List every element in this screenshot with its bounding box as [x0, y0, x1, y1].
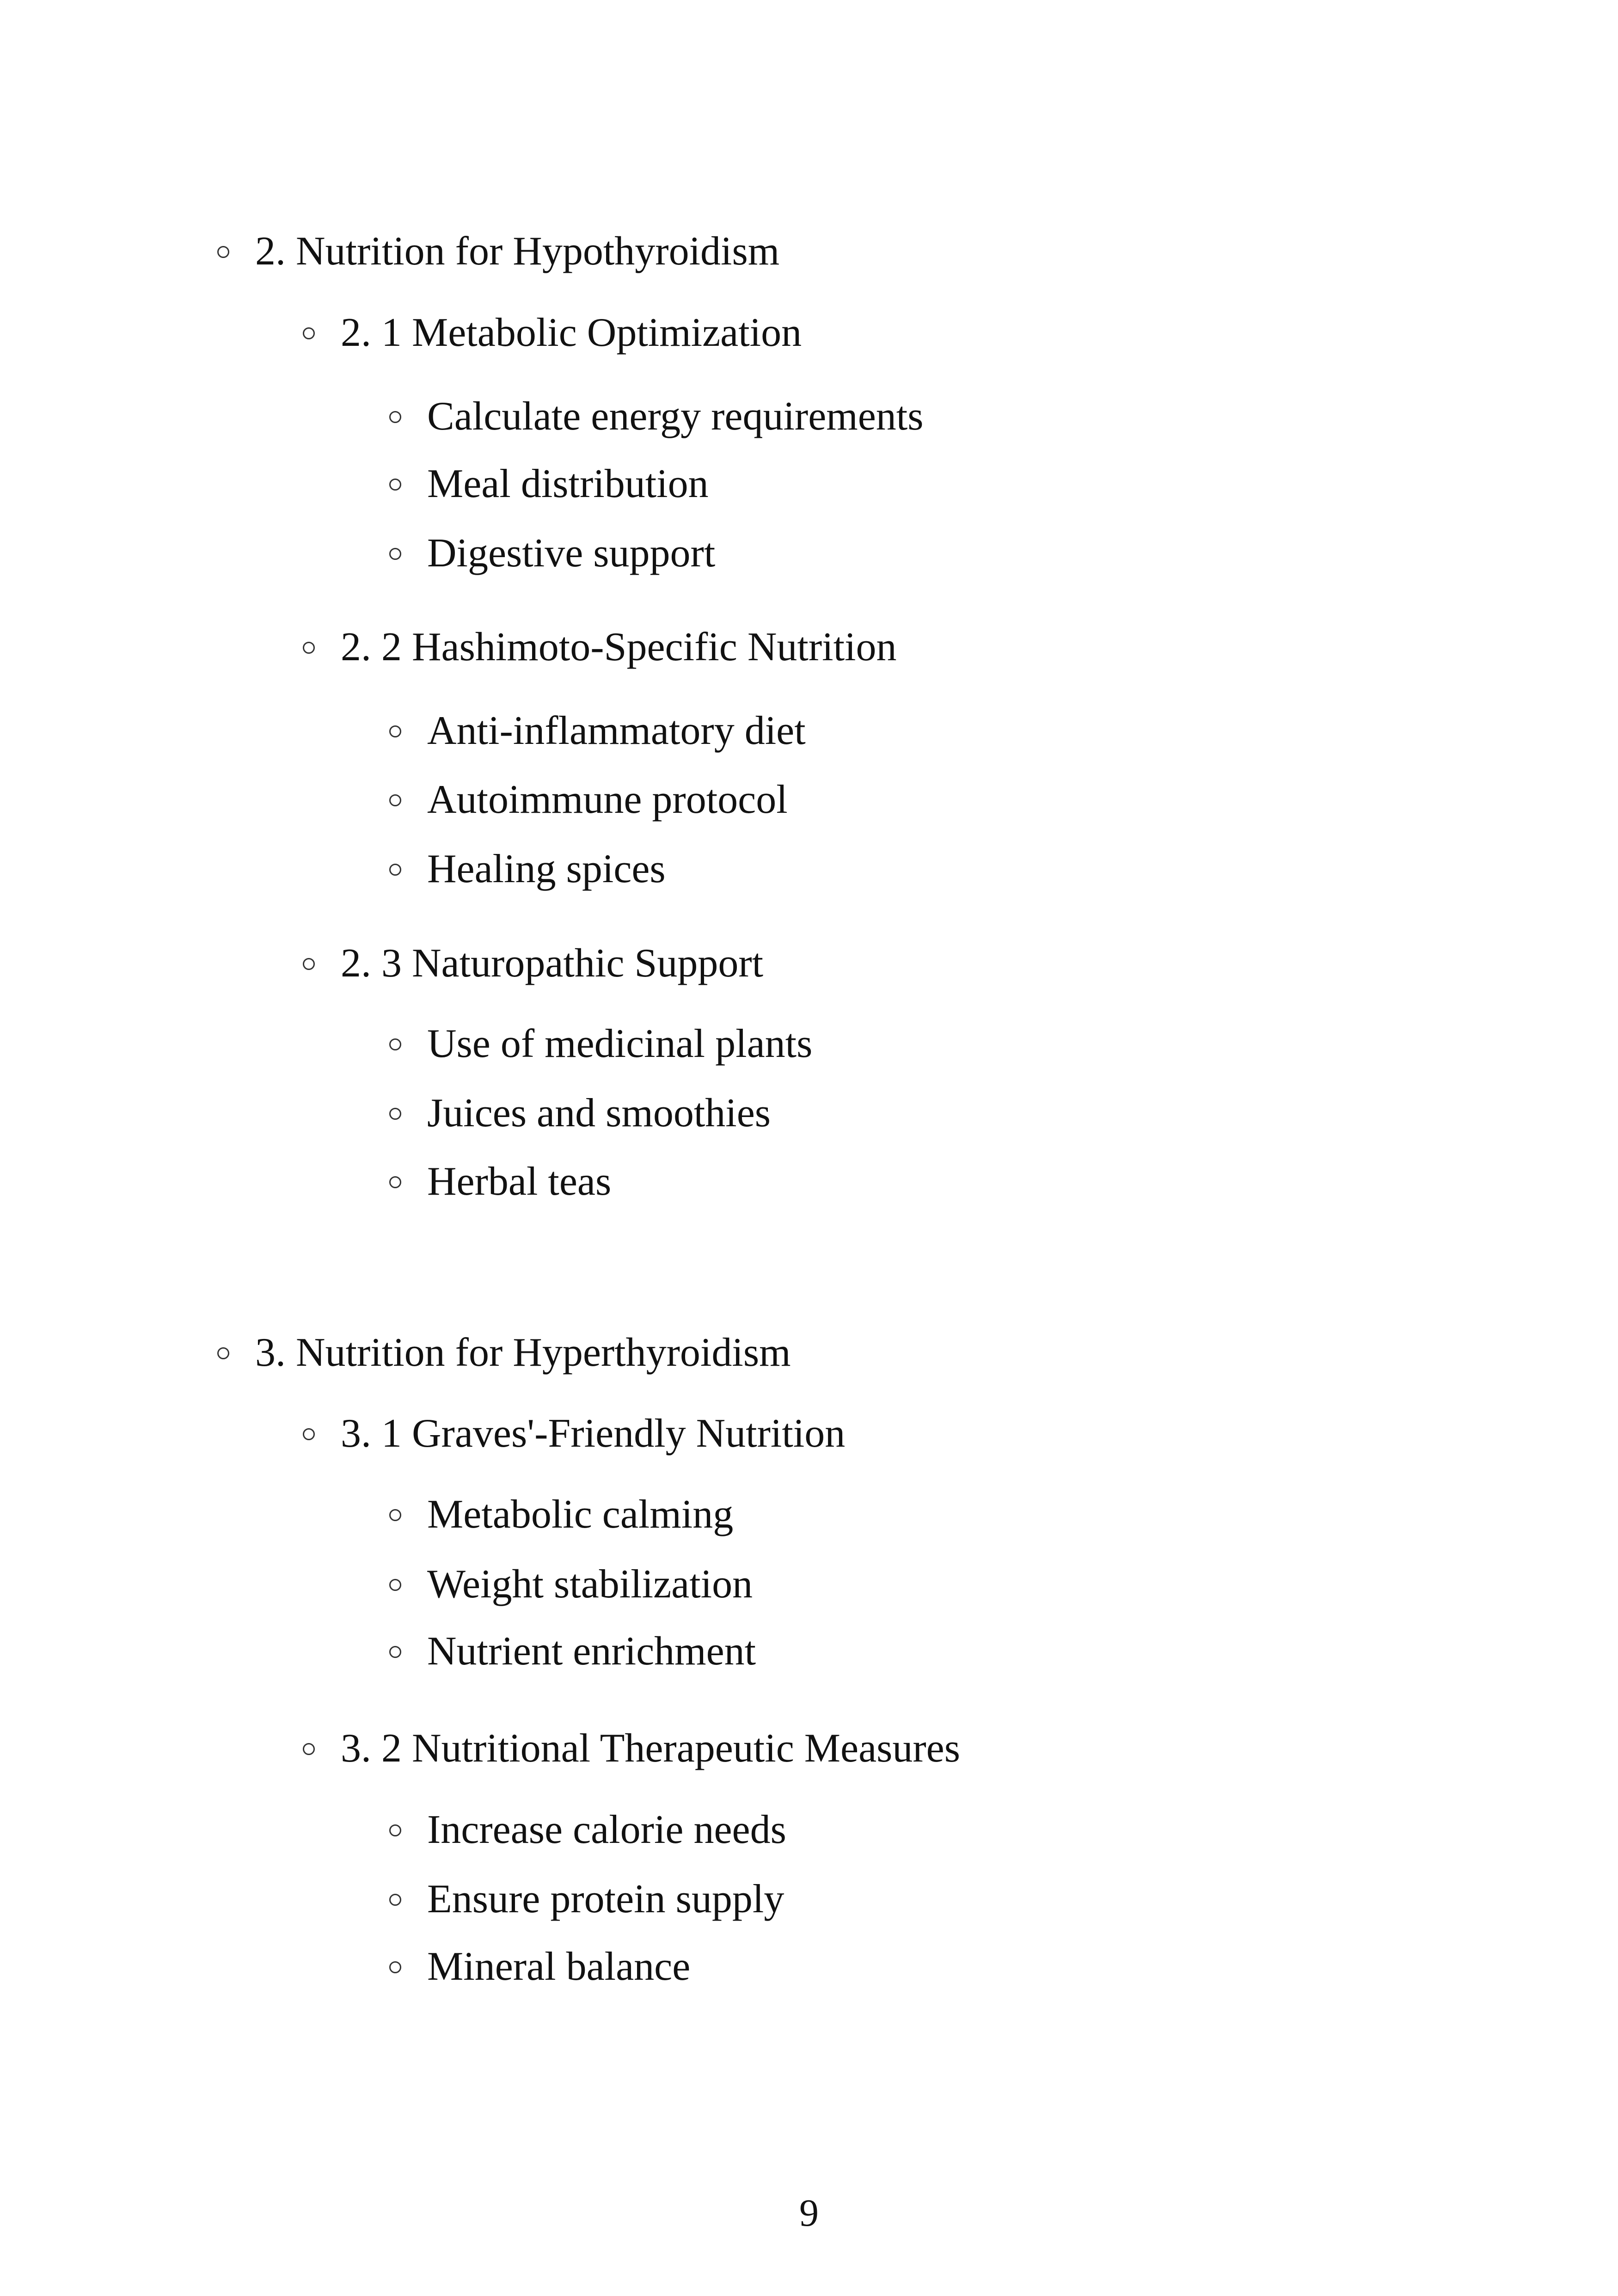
list-item-label: Mineral balance — [427, 1944, 691, 1989]
subsection-heading: 2. 2 Hashimoto-Specific Nutrition — [341, 625, 897, 669]
circle-bullet-icon — [389, 1038, 401, 1050]
circle-bullet-icon — [389, 1961, 401, 1973]
list-item-label: Weight stabilization — [427, 1562, 753, 1607]
list-item-label: Calculate energy requirements — [427, 394, 924, 439]
list-item-label: Increase calorie needs — [427, 1807, 786, 1852]
list-item-label: Juices and smoothies — [427, 1091, 771, 1136]
circle-bullet-icon — [389, 1894, 401, 1906]
circle-bullet-icon — [389, 864, 401, 876]
list-item-label: Meal distribution — [427, 461, 709, 506]
subsection-heading: 2. 3 Naturopathic Support — [341, 941, 764, 986]
list-item-label: Autoimmune protocol — [427, 777, 788, 822]
circle-bullet-icon — [389, 1509, 401, 1521]
list-item-label: Digestive support — [427, 531, 716, 576]
circle-bullet-icon — [303, 1743, 315, 1755]
circle-bullet-icon — [217, 1347, 229, 1359]
circle-bullet-icon — [389, 1824, 401, 1836]
subsection-heading: 3. 2 Nutritional Therapeutic Measures — [341, 1726, 960, 1771]
list-item-label: Ensure protein supply — [427, 1877, 784, 1922]
subsection-heading: 3. 1 Graves'-Friendly Nutrition — [341, 1411, 846, 1456]
list-item-label: Healing spices — [427, 847, 666, 891]
circle-bullet-icon — [303, 642, 315, 654]
list-item-label: Herbal teas — [427, 1159, 612, 1204]
circle-bullet-icon — [389, 725, 401, 737]
subsection-heading: 2. 1 Metabolic Optimization — [341, 310, 802, 355]
page-number: 9 — [799, 2192, 819, 2235]
list-item-label: Use of medicinal plants — [427, 1021, 813, 1066]
circle-bullet-icon — [389, 411, 401, 423]
list-item-label: Anti-inflammatory diet — [427, 708, 806, 753]
section-heading: 3. Nutrition for Hyperthyroidism — [255, 1330, 791, 1375]
circle-bullet-icon — [303, 1428, 315, 1440]
circle-bullet-icon — [389, 548, 401, 560]
circle-bullet-icon — [303, 958, 315, 970]
circle-bullet-icon — [389, 1108, 401, 1120]
circle-bullet-icon — [389, 1646, 401, 1658]
section-heading: 2. Nutrition for Hypothyroidism — [255, 229, 780, 274]
circle-bullet-icon — [389, 1176, 401, 1188]
circle-bullet-icon — [389, 794, 401, 806]
list-item-label: Metabolic calming — [427, 1492, 734, 1537]
circle-bullet-icon — [389, 479, 401, 491]
circle-bullet-icon — [389, 1579, 401, 1591]
circle-bullet-icon — [217, 246, 229, 258]
circle-bullet-icon — [303, 327, 315, 339]
list-item-label: Nutrient enrichment — [427, 1629, 756, 1674]
